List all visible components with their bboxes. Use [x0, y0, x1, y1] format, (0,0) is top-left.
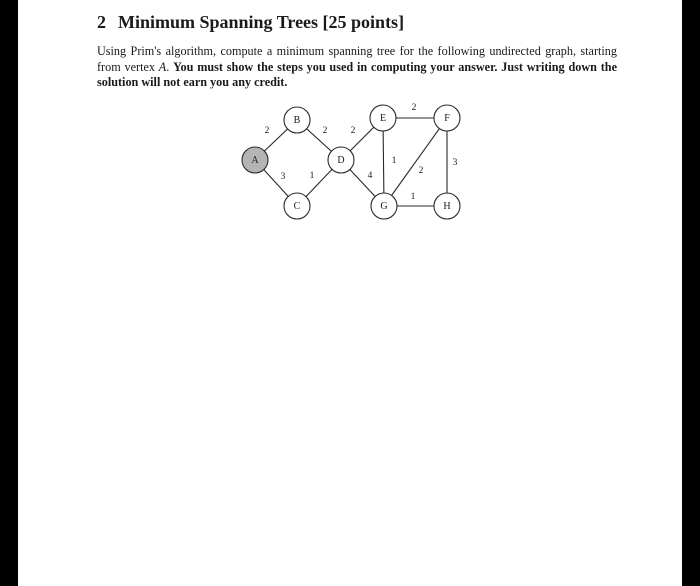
edge-weight-d-g: 4	[367, 171, 373, 181]
vertex-label-f: F	[444, 113, 450, 124]
prompt-intro: Using Prim's algorithm, compute a minimum spanning tree for the following undirected graph, starting from vertex	[97, 44, 617, 74]
edge-weight-a-c: 3	[280, 172, 286, 182]
vertex-label-e: E	[379, 113, 387, 124]
edge-weight-e-f: 2	[411, 103, 417, 113]
edge-weight-d-e: 2	[350, 126, 356, 136]
edge-weight-e-g: 1	[391, 156, 397, 166]
vertex-label-c: C	[293, 201, 301, 212]
edge-weight-g-h: 1	[410, 192, 416, 202]
edge-weight-f-g: 2	[418, 166, 424, 176]
problem-title: Minimum Spanning Trees [25 points]	[118, 12, 405, 32]
prompt-after-vertex: .	[166, 59, 174, 74]
edge-weight-c-d: 1	[309, 171, 315, 181]
vertex-label-g: G	[380, 201, 388, 212]
prompt-start-vertex: A	[158, 59, 167, 74]
edge-weight-a-b: 2	[264, 126, 270, 136]
prompt-bold-requirement: You must show the steps you used in computing your answer. Just writing down the solution will not earn you any credit.	[97, 59, 617, 89]
edge-weight-b-d: 2	[322, 126, 328, 136]
vertex-label-b: B	[293, 115, 301, 126]
edge-weight-f-h: 3	[452, 158, 458, 168]
vertex-label-d: D	[337, 155, 345, 166]
vertex-label-h: H	[443, 201, 451, 212]
vertex-label-a: A	[251, 155, 259, 166]
problem-number: 2	[97, 12, 106, 32]
